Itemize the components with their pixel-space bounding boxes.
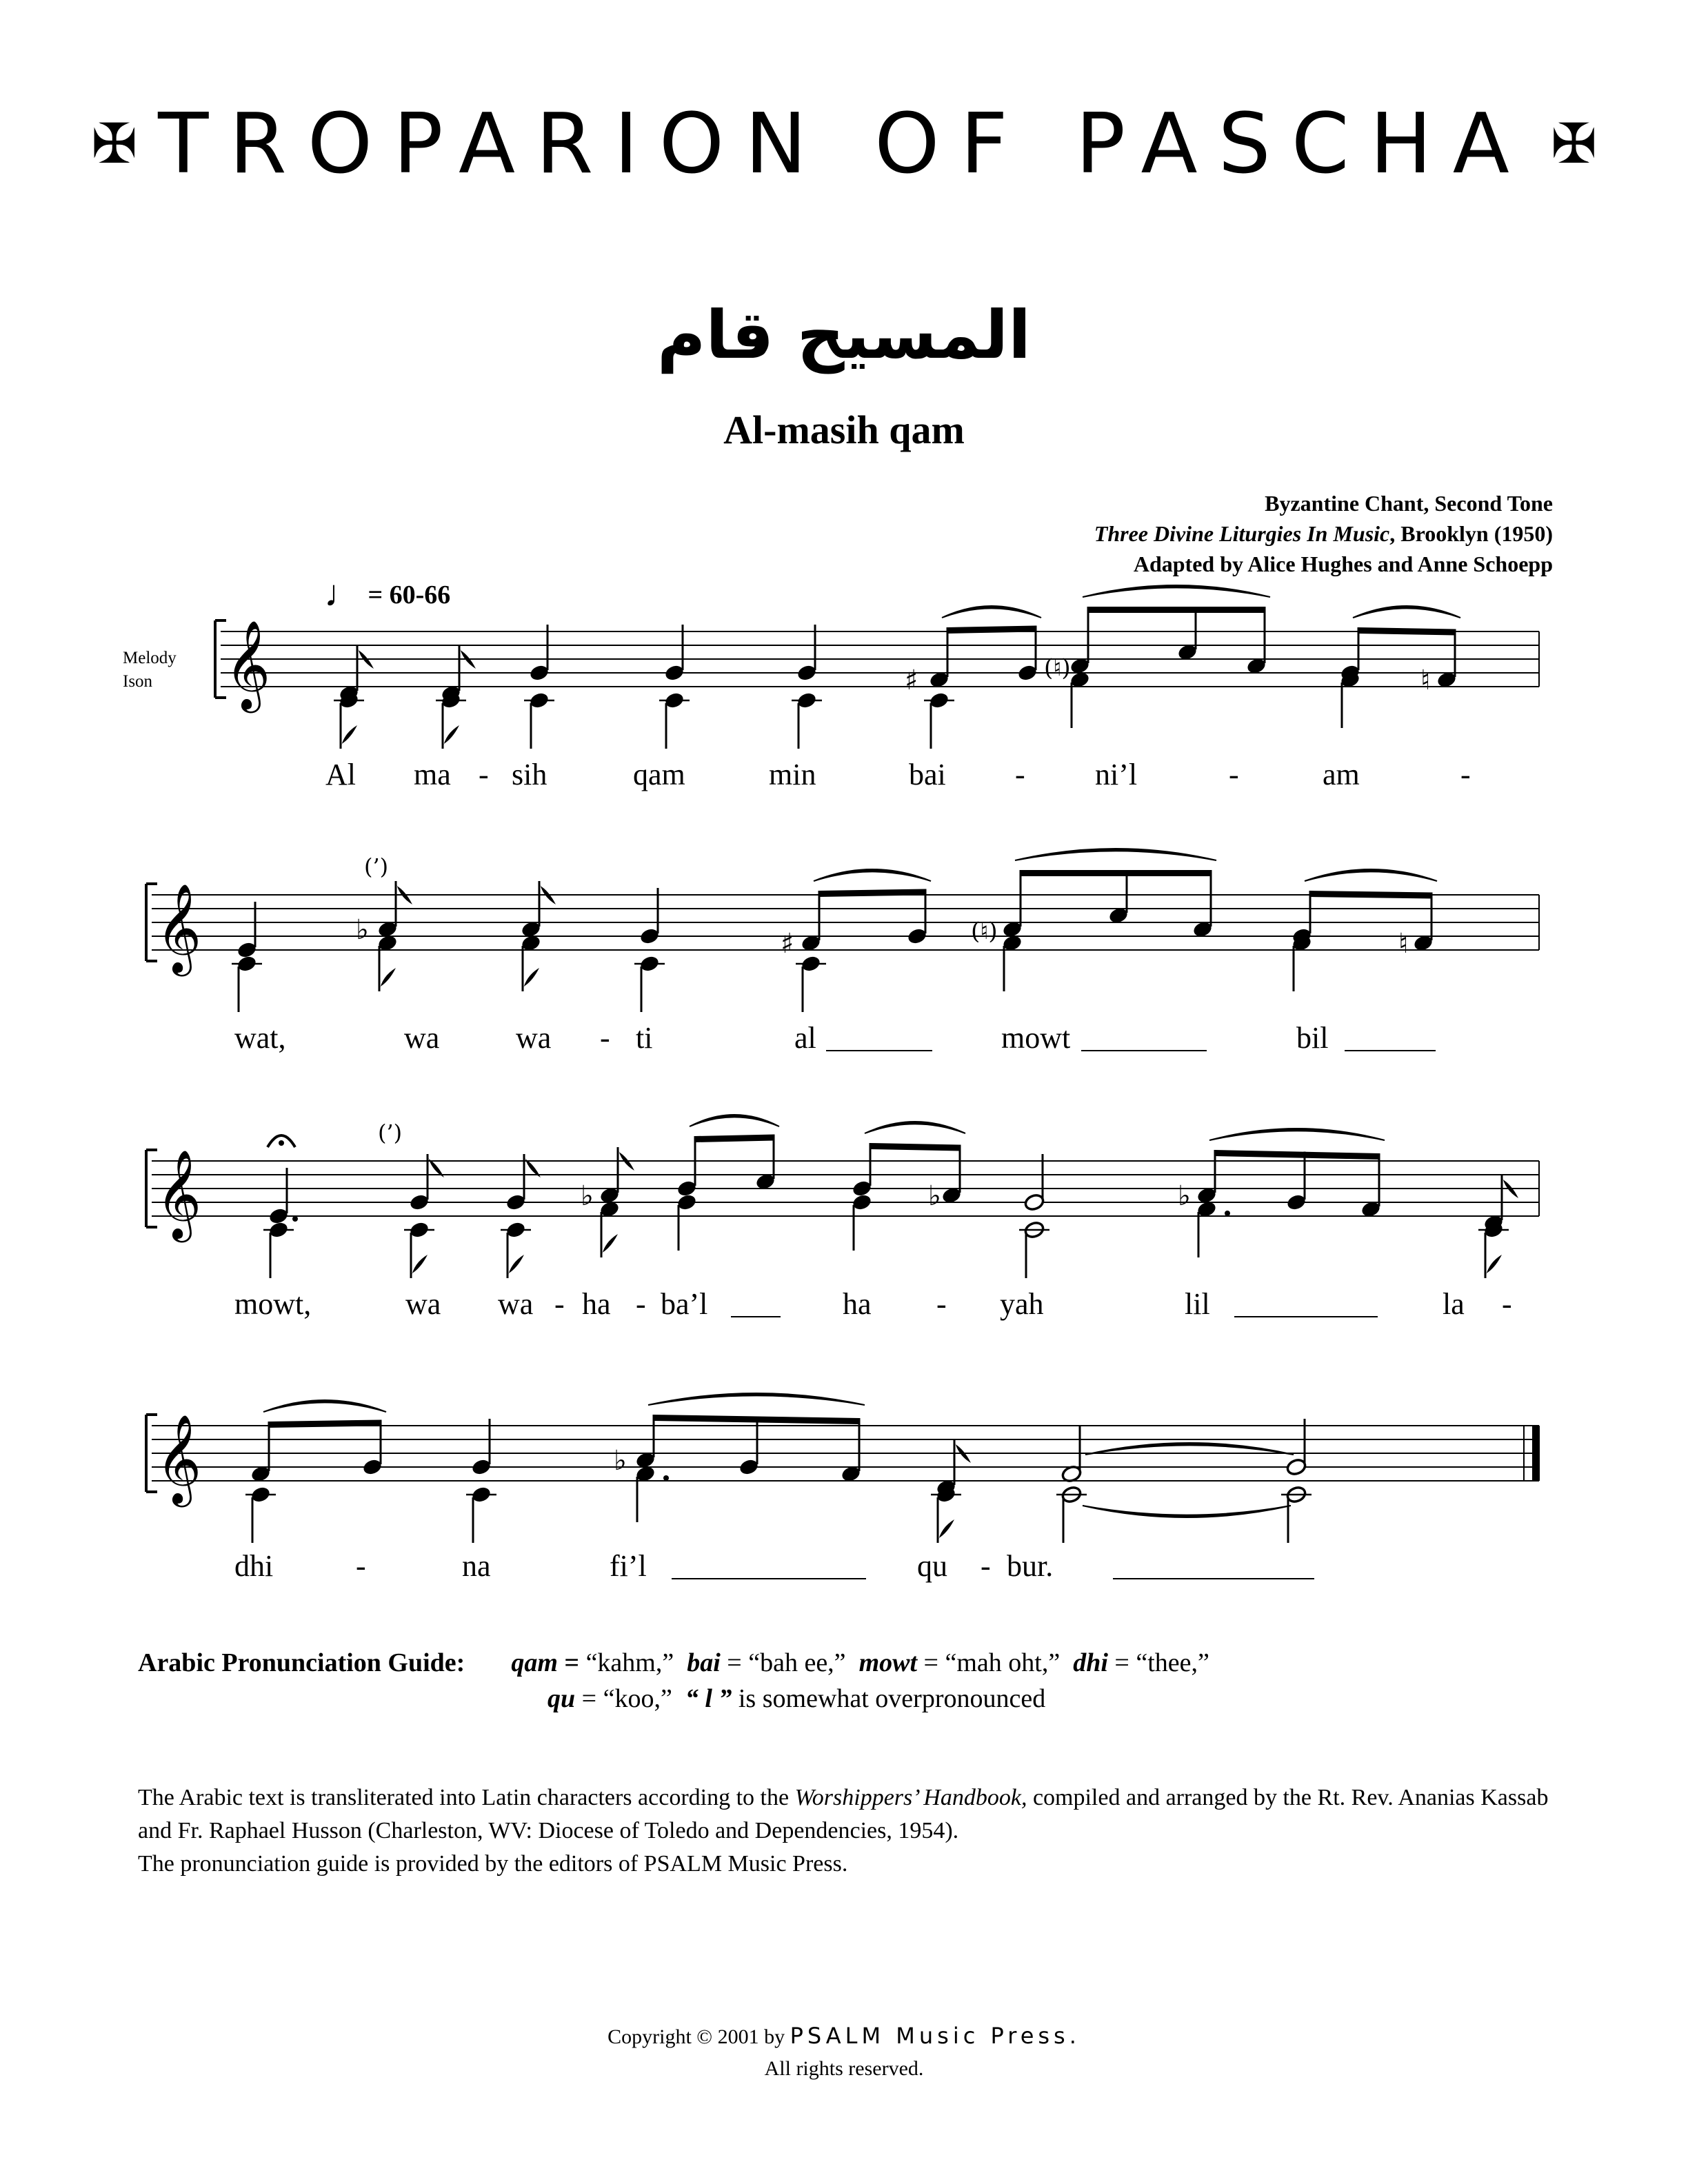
lyric-hyphen: - [1460, 758, 1471, 791]
lyric-hyphen: - [479, 758, 489, 791]
lyric-syllable: na [462, 1549, 491, 1583]
arabic-title: المسيح قام [656, 296, 1032, 374]
fermata-dot [279, 1140, 284, 1146]
accidental: (♮) [1044, 654, 1071, 682]
dot [1225, 1211, 1230, 1216]
lyric-syllable: bur. [1007, 1549, 1054, 1583]
note-flag [508, 1255, 524, 1278]
lyric-syllable: mowt [1001, 1021, 1071, 1055]
guide-term: qu [547, 1684, 576, 1713]
guide-line: Arabic Pronunciation Guide: qam = “kahm,” bai = “bah ee,” mowt = “mah oht,” dhi = “thee,” [138, 1648, 1209, 1677]
lyric-syllable: wa [516, 1021, 552, 1055]
lyric-hyphen: - [1015, 758, 1025, 791]
guide-sound: “koo,” [603, 1684, 672, 1713]
lyric-syllable: al [794, 1021, 816, 1055]
rights-reserved: All rights reserved. [764, 2057, 924, 2080]
lyric-syllable: sih [512, 758, 547, 791]
credit-source-title: Three Divine Liturgies In Music [1094, 521, 1390, 546]
lyric-syllable: Al [325, 758, 356, 791]
note-book-title: Worshippers’ Handbook, [794, 1785, 1027, 1810]
accidental: ♮ [1420, 665, 1431, 696]
cross-icon: ✠ [91, 112, 138, 176]
note-flag [539, 881, 556, 904]
treble-clef-icon: 𝄞 [156, 1149, 202, 1239]
lyric-syllable: qu [917, 1549, 947, 1583]
note-beam [1215, 1150, 1379, 1160]
treble-clef-icon: 𝄞 [156, 1414, 202, 1504]
guide-term: qam [511, 1648, 558, 1677]
accidental: ♭ [581, 1180, 594, 1212]
guide-sound: “bah ee,” [748, 1648, 846, 1677]
note-beam [870, 1143, 960, 1151]
lyric-syllable: dhi [234, 1549, 274, 1583]
lyric-hyphen: - [356, 1549, 366, 1583]
slur [1083, 585, 1270, 597]
note-text: The Arabic text is transliterated into Latin characters according to the [138, 1785, 795, 1810]
note-flag [396, 881, 412, 904]
slur [1015, 849, 1216, 860]
tempo-value: = 60-66 [368, 580, 451, 609]
guide-sound: is somewhat overpronounced [738, 1684, 1046, 1713]
melody-label: Melody [123, 649, 177, 667]
lyric-syllable: wa [498, 1287, 534, 1321]
note-text: compiled and arranged by the Rt. Rev. Ananias Kassab and Fr. Raphael Husson (Charleston, WV: Diocese of Toledo and Dependencies, 1954). [138, 1785, 1549, 1843]
accidental: ♯ [781, 928, 794, 960]
lyric-syllable: wat, [234, 1021, 286, 1055]
accidental: ♭ [614, 1445, 627, 1477]
note-beam [819, 889, 925, 898]
note-beam [269, 1420, 381, 1428]
lyric-hyphen: - [600, 1021, 610, 1055]
slur [1083, 1506, 1291, 1517]
lyric-syllable: ti [636, 1021, 653, 1055]
note-flag [954, 1439, 971, 1463]
lyric-syllable: ba’l [661, 1287, 708, 1321]
guide-label: Arabic Pronunciation Guide: [138, 1648, 465, 1677]
note-beam [695, 1135, 774, 1143]
cross-icon: ✠ [1550, 112, 1597, 176]
lyric-syllable: la [1443, 1287, 1465, 1321]
note-paragraph: The pronunciation guide is provided by the editors of PSALM Music Press. [138, 1851, 848, 1877]
credit-tone: Byzantine Chant, Second Tone [1265, 491, 1553, 516]
credit-source-place: , Brooklyn (1950) [1389, 521, 1553, 546]
guide-term: dhi [1073, 1648, 1108, 1677]
copyright-prefix: Copyright © 2001 by [607, 2025, 785, 2048]
accidental: ♭ [356, 914, 369, 946]
slur [263, 1400, 386, 1412]
guide-sound: “mah oht,” [945, 1648, 1061, 1677]
note-paragraph [138, 1781, 1551, 1848]
slur [1353, 606, 1460, 618]
note-flag [411, 1255, 428, 1278]
note-flag [459, 645, 476, 669]
lyric-hyphen: - [554, 1287, 565, 1321]
lyric-syllable: ha [843, 1287, 872, 1321]
breath-mark: (’) [378, 1120, 403, 1146]
pronunciation-guide [138, 1645, 1209, 1717]
note-flag [1485, 1255, 1502, 1278]
lyric-syllable: yah [1000, 1287, 1044, 1321]
slur [814, 869, 931, 881]
note-flag [601, 1234, 618, 1257]
treble-clef-icon: 𝄞 [156, 883, 202, 973]
slur [690, 1115, 779, 1126]
dot [663, 1475, 669, 1481]
dot [292, 1216, 298, 1222]
transliterated-title: Al-masih qam [723, 407, 965, 452]
accidental: ♭ [928, 1180, 941, 1212]
guide-term: mowt [858, 1648, 918, 1677]
breath-mark: (’) [364, 853, 389, 880]
transliteration-note [138, 1781, 1551, 1881]
quarter-note-icon: ♩ [324, 573, 361, 614]
note-beam [1088, 607, 1265, 613]
note-flag [443, 725, 459, 749]
lyric-syllable: mowt, [234, 1287, 312, 1321]
lyric-syllable: ha [582, 1287, 611, 1321]
lyric-syllable: bai [909, 758, 946, 791]
slur [648, 1393, 865, 1405]
lyric-syllable: min [769, 758, 816, 791]
lyric-syllable: bil [1296, 1021, 1329, 1055]
slur [942, 606, 1041, 618]
lyric-syllable: lil [1185, 1287, 1210, 1321]
lyric-syllable: ni’l [1095, 758, 1138, 791]
treble-clef-icon: 𝄞 [225, 620, 271, 709]
guide-line: qu = “koo,” “ l ” is somewhat overpronounced [547, 1684, 1046, 1713]
lyric-syllable: fi’l [610, 1549, 647, 1583]
slur [1209, 1129, 1385, 1140]
note-flag [357, 645, 374, 669]
note-flag [938, 1519, 954, 1543]
note-flag [1502, 1175, 1518, 1198]
accidental: ♮ [1398, 928, 1409, 960]
accidental: ♯ [905, 665, 918, 696]
publisher-name: PSALM Music Press. [790, 2023, 1081, 2049]
lyric-hyphen: - [1502, 1287, 1512, 1321]
accidental: ♭ [1178, 1180, 1191, 1212]
note-beam [947, 626, 1036, 634]
lyric-syllable: am [1323, 758, 1360, 791]
note-flag [524, 1154, 541, 1177]
guide-term: bai [687, 1648, 721, 1677]
note-beam [1358, 627, 1455, 636]
guide-term: “ l ” [685, 1684, 732, 1713]
note-beam [1310, 891, 1431, 899]
copyright-line [0, 2020, 1688, 2053]
lyric-hyphen: - [1229, 758, 1239, 791]
lyric-hyphen: - [981, 1549, 991, 1583]
final-barline [1532, 1426, 1539, 1481]
copyright [0, 2020, 1688, 2085]
slur [865, 1122, 965, 1133]
credit-adapters: Adapted by Alice Hughes and Anne Schoepp [1133, 552, 1553, 576]
lyric-hyphen: - [636, 1287, 646, 1321]
slur [1305, 869, 1437, 881]
note-flag [379, 968, 396, 991]
note-beam [1021, 870, 1211, 876]
lyric-syllable: ma [414, 758, 451, 791]
note-flag [341, 725, 357, 749]
note-flag [523, 968, 539, 991]
guide-sound: “kahm,” [585, 1648, 674, 1677]
lyric-syllable: wa [405, 1287, 441, 1321]
lyric-hyphen: - [936, 1287, 947, 1321]
accidental: (♮) [971, 918, 998, 945]
note-flag [618, 1147, 634, 1171]
lyric-syllable: qam [633, 758, 685, 791]
ison-label: Ison [123, 672, 153, 691]
lyric-syllable: wa [404, 1021, 440, 1055]
note-flag [428, 1154, 444, 1177]
title-text: TROPARION OF PASCHA [158, 97, 1530, 192]
guide-sound: “thee,” [1136, 1648, 1209, 1677]
